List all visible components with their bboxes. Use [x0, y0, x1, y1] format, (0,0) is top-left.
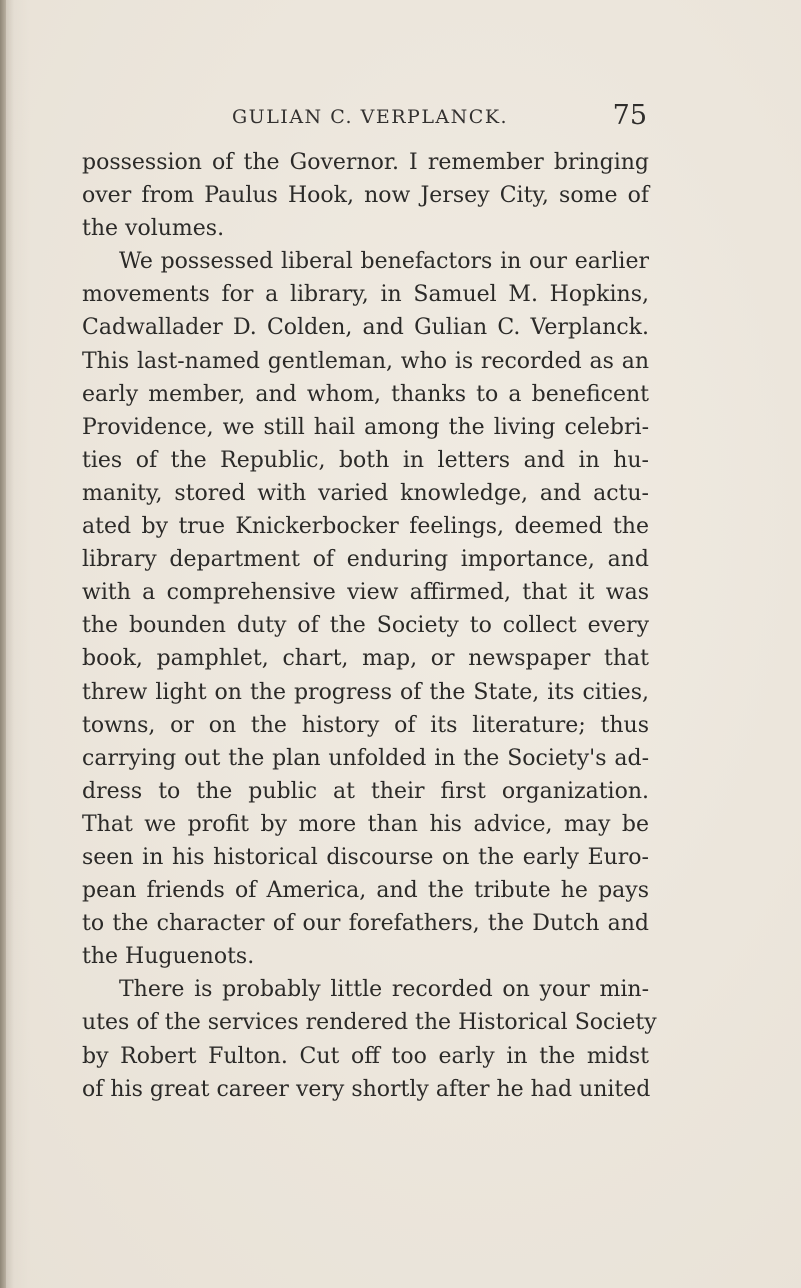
text-line: the bounden duty of the Society to collect every — [82, 613, 649, 639]
text-line: the Huguenots. — [82, 944, 255, 970]
text-line: book, pamphlet, chart, map, or newspaper that — [82, 646, 649, 672]
text-line: dress to the public at their first organization. — [82, 778, 649, 804]
body-text — [82, 146, 657, 1106]
text-line: pean friends of America, and the tribute he pays — [82, 878, 649, 904]
running-title: GULIAN C. VERPLANCK. — [232, 106, 509, 128]
text-line: threw light on the progress of the State, its cities, — [82, 679, 649, 705]
text-line: ated by true Knickerbocker feelings, deemed the — [82, 514, 649, 540]
text-line: with a comprehensive view affirmed, that it was — [82, 580, 649, 606]
text-line: over from Paulus Hook, now Jersey City, some of — [82, 183, 649, 209]
text-line: possession of the Governor. I remember bringing — [82, 150, 649, 175]
book-spine-shadow — [0, 0, 6, 1288]
text-line: ties of the Republic, both in letters and in hu- — [82, 447, 649, 473]
text-line: There is probably little recorded on your min- — [119, 977, 649, 1003]
text-line: We possessed liberal benefactors in our earlier — [119, 249, 649, 275]
text-line: Providence, we still hail among the living celebri- — [82, 414, 649, 440]
text-line: early member, and whom, thanks to a beneficent — [82, 381, 649, 407]
text-line: to the character of our forefathers, the Dutch and — [82, 911, 649, 937]
text-line: towns, or on the history of its literature; thus — [82, 712, 649, 738]
text-line: carrying out the plan unfolded in the Society's ad- — [82, 745, 649, 771]
text-line: utes of the services rendered the Historical Society — [82, 1010, 657, 1036]
text-line: seen in his historical discourse on the early Euro- — [82, 844, 649, 870]
page-number: 75 — [612, 100, 647, 131]
text-line: library department of enduring importance, and — [82, 547, 649, 573]
text-line: of his great career very shortly after he had united — [82, 1076, 651, 1102]
text-line: Cadwallader D. Colden, and Gulian C. Verplanck. — [82, 315, 649, 341]
text-line: This last-named gentleman, who is recorded as an — [82, 348, 649, 374]
text-line: manity, stored with varied knowledge, and actu- — [82, 480, 649, 506]
text-line: That we profit by more than his advice, may be — [82, 811, 649, 837]
running-head — [82, 100, 647, 134]
text-line: the volumes. — [82, 216, 225, 242]
text-line: movements for a library, in Samuel M. Hopkins, — [82, 282, 649, 308]
text-line: by Robert Fulton. Cut off too early in the midst — [82, 1043, 649, 1069]
